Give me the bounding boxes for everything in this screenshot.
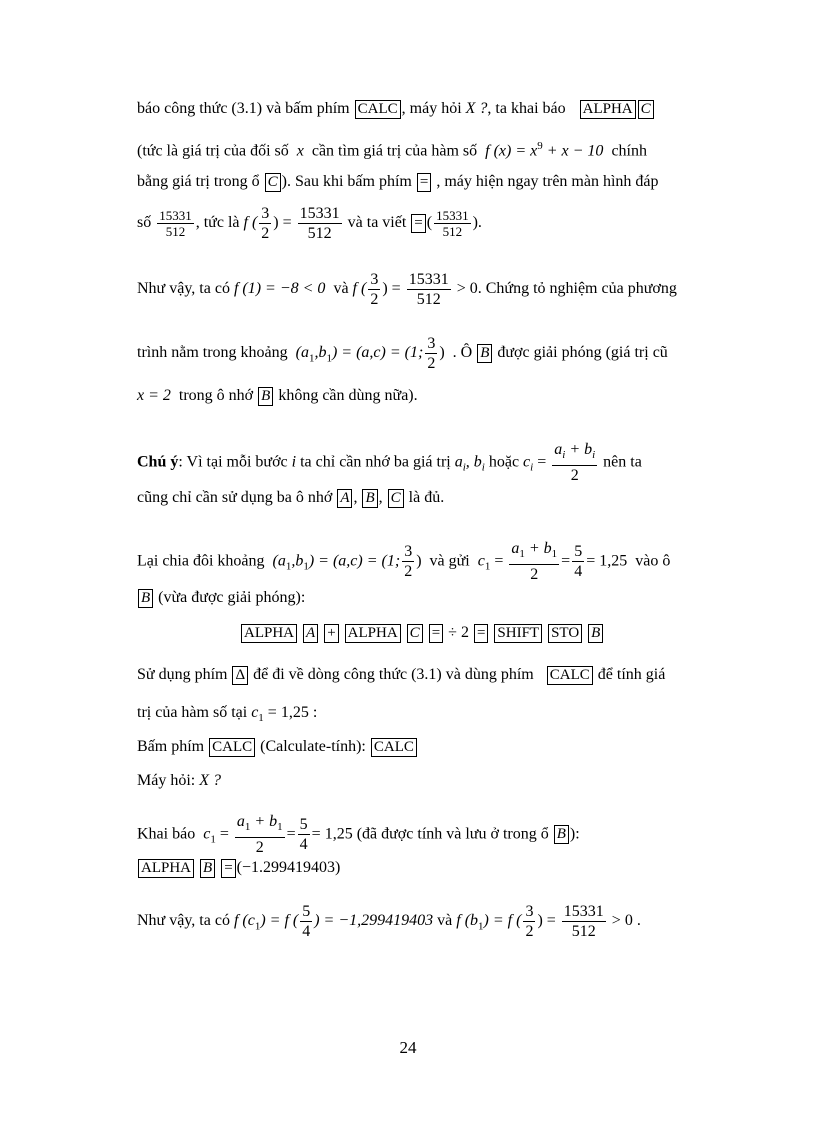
text: được giải phóng (giá trị cũ <box>497 344 668 362</box>
text: và <box>437 912 453 930</box>
fraction: $\frac{3}{2}$ <box>261 205 270 242</box>
math: x <box>296 142 304 160</box>
math: i <box>291 453 297 471</box>
text: Sử dụng phím <box>137 666 228 683</box>
fraction: $\frac{15331}{512}$ <box>159 208 192 239</box>
text: (tức là giá trị của đối số <box>137 142 289 160</box>
math: f (b <box>456 912 479 930</box>
math: f (c <box>233 912 255 930</box>
text: là đủ. <box>408 489 445 506</box>
math: c <box>477 552 485 570</box>
math: ) = <box>537 912 556 930</box>
math: ,b <box>314 344 327 362</box>
note-line-1: Chú ý: Vì tại mỗi bước i ta chỉ cần nhớ ba giá trị $a_i$, $b_i$ hoặc $c_i$ = $\frac{a_i + b_i}{2}$ nên ta <box>137 441 642 485</box>
text: Như vậy, ta có <box>137 280 230 298</box>
math: (−1.299419403) <box>236 859 341 876</box>
fraction: $\frac{5}{4}$ <box>574 543 583 581</box>
text: Như vậy, ta có <box>137 912 230 930</box>
text: vào ô <box>635 552 671 570</box>
math: ) = (a,c) = (1; <box>331 344 424 362</box>
fraction: $\frac{15331}{512}$ <box>408 271 449 308</box>
text-line-p3 <box>137 737 418 757</box>
text: , máy hiện ngay trên màn hình đáp <box>436 173 659 190</box>
fraction: $\frac{a_1 + b_1}{2}$ <box>236 813 283 857</box>
text: hoặc <box>488 453 520 471</box>
text: chính <box>611 142 647 160</box>
key-delta: Δ <box>232 666 248 685</box>
fraction: $\frac{5}{4}$ <box>299 816 308 854</box>
text: . Chứng tỏ nghiệm của phương <box>477 280 677 298</box>
key-alpha: ALPHA <box>241 624 297 643</box>
math: f ( <box>243 214 258 232</box>
text-line-p4 <box>137 771 221 791</box>
key-calc: CALC <box>371 738 417 757</box>
text: nên ta <box>603 453 642 471</box>
math: c <box>251 704 259 721</box>
key-calc: CALC <box>355 100 401 119</box>
text: (Calculate-tính): <box>260 738 366 755</box>
text: ta chỉ cần nhớ ba giá trị <box>300 453 451 471</box>
text-line-m1: Lại chia đôi khoảng $(a_1,b_1) = (a,c) = (1$; $\frac{3}{2}$ ) và gửi $c_1$ = $\frac{a_1 + b_1}{2}$ = $\frac{5}{4}$ = 1,25 vào ô <box>137 540 671 584</box>
note-line-2: cũng chỉ cần sử dụng ba ô nhớ A , B , C là đủ. <box>137 489 445 506</box>
text-line-5 <box>137 270 677 309</box>
math: x = 2 <box>137 387 171 404</box>
math-sup: 9 <box>537 140 543 152</box>
key-b: B <box>477 344 492 363</box>
math: f (1) = −8 < 0 <box>233 280 326 298</box>
text: Máy hỏi: <box>137 772 196 789</box>
math: (a <box>295 344 309 362</box>
text: và <box>333 280 349 298</box>
text-line-1 <box>137 99 655 119</box>
text: trình nằm trong khoảng <box>137 344 288 362</box>
text: . Ô <box>452 344 473 362</box>
math: = 1,25 <box>311 825 353 843</box>
text: bằng giá trị trong ổ <box>137 173 260 190</box>
fraction: $\frac{a_1 + b_1}{2}$ <box>511 540 558 584</box>
text: (vừa được giải phóng): <box>158 589 306 606</box>
key-alpha: ALPHA <box>345 624 401 643</box>
math: = 1,25 : <box>267 704 318 721</box>
fraction: $\frac{5}{4}$ <box>302 903 311 940</box>
text: ). Sau khi bấm phím <box>281 173 412 190</box>
text: để đi về dòng công thức (3.1) và dùng phím <box>253 666 534 683</box>
math: , b <box>465 453 482 471</box>
key-plus: + <box>324 624 338 643</box>
key-b: B <box>588 624 603 643</box>
text: và gửi <box>429 552 470 570</box>
text: , tức là <box>195 214 240 232</box>
fraction: $\frac{15331}{512}$ <box>563 903 604 940</box>
text-line-p2: trị của hàm số tại $c_1 = 1,25$ : <box>137 704 318 725</box>
key-a: A <box>303 624 318 643</box>
math: f ( <box>352 280 367 298</box>
key-b: B <box>258 387 273 406</box>
text: : Vì tại mỗi bước <box>178 453 288 471</box>
fraction: $\frac{3}{2}$ <box>404 543 413 581</box>
key-equals: = <box>474 624 488 643</box>
math: c <box>523 453 531 471</box>
text-line-p6 <box>137 858 340 878</box>
text: cần tìm giá trị của hàm số <box>311 142 478 160</box>
key-equals: = <box>221 859 235 878</box>
math: ) = f ( <box>260 912 299 930</box>
text-line-6: trình nằm trong khoảng $(a_1,b_1) = (a,c) = (1$; $\frac{3}{2}$ ) . Ô B được giải phóng (giá trị cũ <box>137 335 668 372</box>
text-line-2 <box>137 136 647 161</box>
key-shift: SHIFT <box>494 624 542 643</box>
text: ( <box>426 214 433 232</box>
fraction: $\frac{a_i + b_i}{2}$ <box>554 441 596 485</box>
text: ÷ 2 <box>448 624 469 641</box>
math: ) = (a,c) = (1; <box>308 552 401 570</box>
math: X ? <box>465 100 488 117</box>
key-equals: = <box>429 624 443 643</box>
text: ). <box>472 214 482 232</box>
math: c <box>203 825 211 843</box>
text: , ta khai báo <box>487 100 566 117</box>
key-c: C <box>638 100 654 119</box>
math: ) <box>416 552 422 570</box>
text: và ta viết <box>347 214 407 232</box>
text: để tính giá <box>597 666 666 683</box>
math: ) = <box>273 214 292 232</box>
text-line-p1 <box>137 665 665 685</box>
math: ) <box>439 344 445 362</box>
text: Lại chia đôi khoảng <box>137 552 265 570</box>
key-b: B <box>138 589 153 608</box>
key-equals: = <box>417 173 431 192</box>
text-line-4 <box>137 204 482 243</box>
key-equals: = <box>411 214 425 233</box>
key-a: A <box>337 489 352 508</box>
text-line-m2 <box>137 588 305 608</box>
text: cũng chỉ cần sử dụng ba ô nhớ <box>137 489 333 506</box>
fraction: $\frac{15331}{512}$ <box>299 205 340 242</box>
key-c: C <box>407 624 423 643</box>
key-sequence <box>240 623 604 643</box>
text: Bấm phím <box>137 738 205 755</box>
text: số <box>137 214 152 232</box>
math: ,b <box>291 552 304 570</box>
text: (đã được tính và lưu ở trong ổ <box>356 825 549 843</box>
math: = 1,25 <box>586 552 628 570</box>
fraction: $\frac{3}{2}$ <box>370 271 379 308</box>
fraction: $\frac{15331}{512}$ <box>436 208 469 239</box>
text-line-7 <box>137 386 418 406</box>
text: , máy hỏi <box>401 100 462 117</box>
text-line-p7: Như vậy, ta có f $(c_1) = f$ ( $\frac{5}{4}$ ) = −1,299419403 và f $(b_1) = f$ ( $\frac{3}{2}$ ) = $\frac{15331}{512}$ > 0 . <box>137 903 641 940</box>
math: ) = −1,299419403 <box>314 912 434 930</box>
text: Khai báo <box>137 825 196 843</box>
key-b: B <box>200 859 215 878</box>
math: > 0 <box>456 280 478 298</box>
key-calc: CALC <box>547 666 593 685</box>
math: + x − 10 <box>542 142 604 160</box>
text-line-p5: Khai báo $c_1$ = $\frac{a_1 + b_1}{2}$ = $\frac{5}{4}$ = 1,25 (đã được tính và lưu ở trong ổ B ): <box>137 813 580 857</box>
math: ) = f ( <box>483 912 522 930</box>
page-number: 24 <box>399 1038 417 1057</box>
math: a <box>454 453 463 471</box>
key-alpha: ALPHA <box>138 859 194 878</box>
math: X ? <box>199 772 221 789</box>
math: f (x) = x <box>485 142 538 160</box>
key-c: C <box>265 173 281 192</box>
math: (a <box>272 552 286 570</box>
math: > 0 . <box>611 912 641 930</box>
key-b: B <box>554 825 569 844</box>
key-calc: CALC <box>209 738 255 757</box>
key-b: B <box>362 489 377 508</box>
text: báo công thức (3.1) và bấm phím <box>137 100 350 117</box>
text: không cần dùng nữa). <box>278 387 418 404</box>
text: trị của hàm số tại <box>137 704 248 721</box>
key-alpha: ALPHA <box>580 100 636 119</box>
fraction: $\frac{3}{2}$ <box>427 335 436 372</box>
text-line-3 <box>137 172 659 192</box>
key-sto: STO <box>548 624 582 643</box>
text: ): <box>569 825 580 843</box>
math: ) = <box>382 280 401 298</box>
text: trong ô nhớ <box>178 387 254 404</box>
fraction: $\frac{3}{2}$ <box>525 903 534 940</box>
note-label: Chú ý <box>137 453 179 471</box>
key-c: C <box>388 489 404 508</box>
